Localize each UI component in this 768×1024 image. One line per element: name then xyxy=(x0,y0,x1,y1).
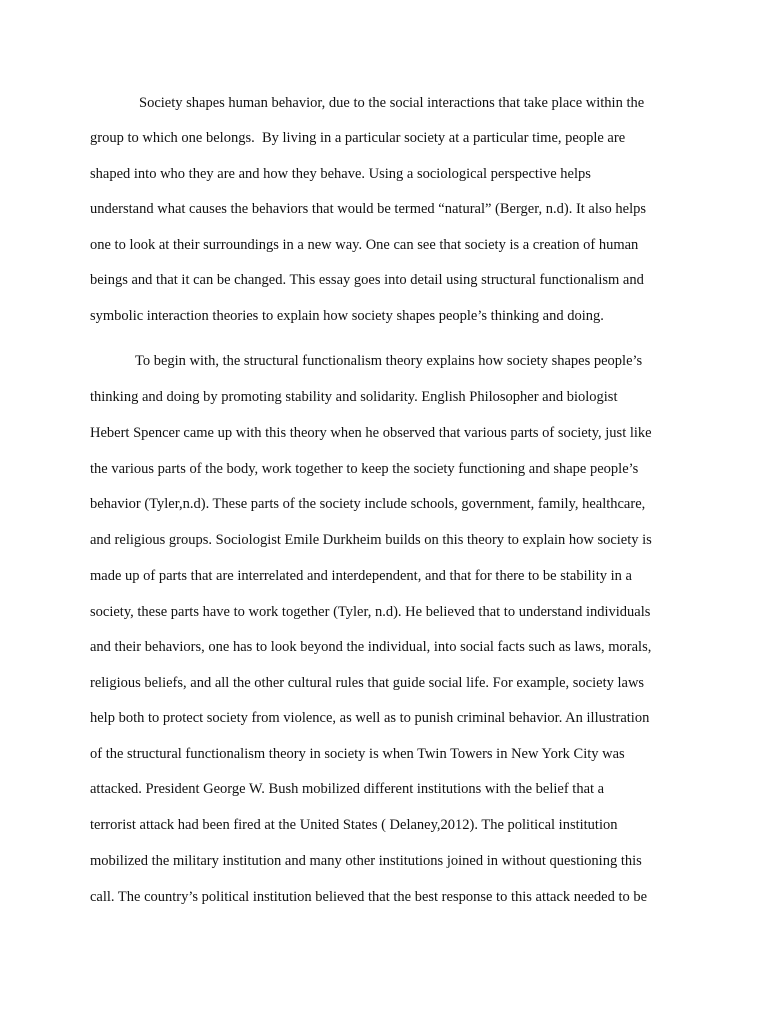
text-line: call. The country’s political institution believed that the best response to this attack needed to be xyxy=(90,889,648,905)
text-line: Society shapes human behavior, due to the social interactions that take place within the xyxy=(139,95,645,111)
text-line: symbolic interaction theories to explain how society shapes people’s thinking and doing. xyxy=(90,308,604,324)
text-line: and religious groups. Sociologist Emile Durkheim builds on this theory to explain how society is xyxy=(90,532,652,548)
text-line: mobilized the military institution and many other institutions joined in without questioning this xyxy=(90,853,642,869)
text-line: understand what causes the behaviors that would be termed “natural” (Berger, n.d). It also helps xyxy=(90,201,647,217)
text-line: made up of parts that are interrelated and interdependent, and that for there to be stability in a xyxy=(90,568,632,584)
text-line: Hebert Spencer came up with this theory when he observed that various parts of society, just like xyxy=(90,425,652,441)
text-line: behavior (Tyler,n.d). These parts of the society include schools, government, family, healthcare, xyxy=(90,496,646,512)
text-line: religious beliefs, and all the other cultural rules that guide social life. For example, society laws xyxy=(90,675,645,691)
text-line: one to look at their surroundings in a new way. One can see that society is a creation of human xyxy=(90,237,639,253)
text-line: beings and that it can be changed. This essay goes into detail using structural functionalism and xyxy=(90,272,644,288)
text-line: thinking and doing by promoting stability and solidarity. English Philosopher and biologist xyxy=(90,389,618,405)
text-line: help both to protect society from violence, as well as to punish criminal behavior. An illustration xyxy=(90,710,650,726)
text-line: and their behaviors, one has to look beyond the individual, into social facts such as laws, morals, xyxy=(90,639,652,655)
text-line: shaped into who they are and how they behave. Using a sociological perspective helps xyxy=(90,166,591,182)
text-line: terrorist attack had been fired at the United States ( Delaney,2012). The political institution xyxy=(90,817,618,833)
text-line: To begin with, the structural functionalism theory explains how society shapes people’s xyxy=(135,353,643,369)
text-line: of the structural functionalism theory in society is when Twin Towers in New York City was xyxy=(90,746,625,762)
text-line: the various parts of the body, work together to keep the society functioning and shape people’s xyxy=(90,461,639,477)
text-line: group to which one belongs. By living in a particular society at a particular time, people are xyxy=(90,130,626,146)
text-line: attacked. President George W. Bush mobilized different institutions with the belief that a xyxy=(90,781,605,797)
text-line: society, these parts have to work together (Tyler, n.d). He believed that to understand individuals xyxy=(90,604,651,620)
